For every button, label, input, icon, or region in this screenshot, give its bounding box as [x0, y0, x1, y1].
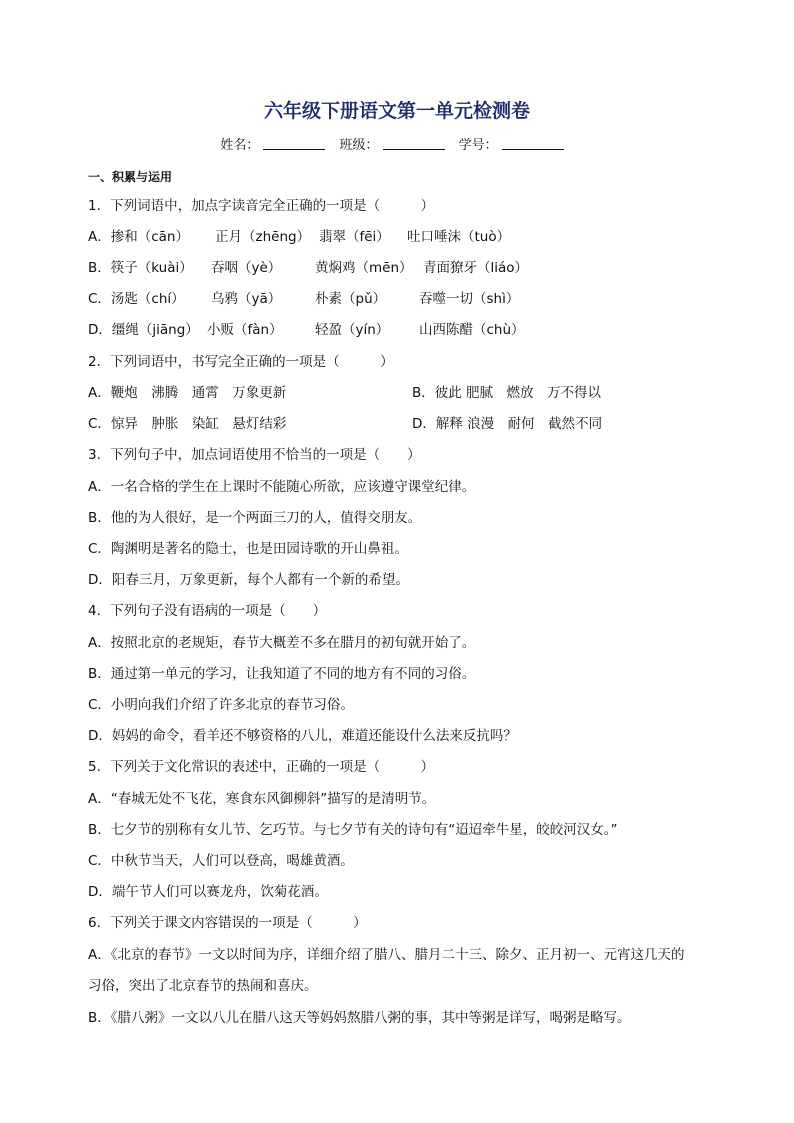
id-blank[interactable]: [502, 137, 564, 150]
q3-option-c: C．陶渊明是著名的隐士，也是田园诗歌的开山鼻祖。: [88, 541, 408, 557]
q1-b-2: 吞咽（yè）: [211, 260, 282, 276]
q5-stem: 5．下列关于文化常识的表述中，正确的一项是（ ）: [88, 759, 435, 775]
q5-option-d: D．端午节人们可以赛龙舟，饮菊花酒。: [88, 884, 328, 900]
q1-option-d: [88, 321, 525, 339]
q1-c-3: 朴素（pǔ）: [315, 291, 387, 307]
q1-c-4: 吞噬一切（shì）: [419, 291, 520, 307]
q6-option-b: B．《腊八粥》一文以八儿在腊八这天等妈妈熬腊八粥的事，其中等粥是详写，喝粥是略写。: [88, 1010, 631, 1026]
q4-option-d: D．妈妈的命令，看羊还不够资格的八儿，难道还能设什么法来反抗吗？: [88, 728, 517, 744]
class-blank[interactable]: [383, 137, 445, 150]
q1-c-2: 乌鸦（yā）: [211, 291, 282, 307]
q4-option-a: A．按照北京的老规矩，春节大概差不多在腊月的初旬就开始了。: [88, 635, 476, 651]
q4-stem: 4．下列句子没有语病的一项是（ ）: [88, 603, 327, 619]
q6-option-a-continued: 习俗，突出了北京春节的热闹和喜庆。: [88, 978, 318, 994]
q1-d-4: 山西陈醋（chù）: [419, 322, 525, 338]
q3-option-b: B．他的为人很好，是一个两面三刀的人，值得交朋友。: [88, 510, 422, 526]
q4-option-b: B．通过第一单元的学习，让我知道了不同的地方有不同的习俗。: [88, 666, 476, 682]
q1-a-3: 翡翠（fēi）: [319, 229, 390, 245]
name-blank[interactable]: [263, 137, 325, 150]
q2-option-d: D．解释 浪漫 耐何 截然不同: [412, 416, 603, 432]
q5-option-b: B．七夕节的别称有女儿节、乞巧节。与七夕节有关的诗句有“迢迢牵牛星，皎皎河汉女。”: [88, 822, 618, 838]
q1-d-3: 轻盈（yín）: [315, 322, 390, 338]
q1-b-1: B．筷子（kuài）: [88, 260, 193, 276]
q5-option-c: C．中秋节当天，人们可以登高，喝雄黄酒。: [88, 853, 354, 869]
q1-stem: 1．下列词语中，加点字读音完全正确的一项是（ ）: [88, 198, 435, 214]
q1-c-1: C．汤匙（chí）: [88, 291, 185, 307]
class-label: 班级：: [339, 138, 379, 153]
q1-d-1: D．缰绳（jiāng）: [88, 322, 199, 338]
id-label: 学号：: [458, 138, 498, 153]
q3-option-a: A．一名合格的学生在上课时不能随心所欲，应该遵守课堂纪律。: [88, 479, 476, 495]
q5-option-a: A．“春城无处不飞花，寒食东风御柳斜”描写的是清明节。: [88, 791, 436, 807]
q1-a-2: 正月（zhēng）: [215, 229, 311, 245]
q2-option-c: C．惊异 肿胀 染缸 悬灯结彩: [88, 416, 287, 432]
q1-option-a: [88, 228, 510, 246]
page-title: 六年级下册语文第一单元检测卷: [263, 100, 530, 122]
q6-stem: 6．下列关于课文内容错误的一项是（ ）: [88, 915, 367, 931]
q3-stem: 3．下列句子中，加点词语使用不恰当的一项是（ ）: [88, 447, 421, 463]
section-heading: 一、积累与运用: [88, 170, 173, 184]
student-info-row: [0, 134, 794, 153]
q1-d-2: 小贩（fàn）: [207, 322, 283, 338]
q1-b-4: 青面獠牙（liáo）: [423, 260, 529, 276]
name-label: 姓名：: [220, 138, 260, 153]
q4-option-c: C．小明向我们介绍了许多北京的春节习俗。: [88, 697, 354, 713]
q6-option-a: A．《北京的春节》一文以时间为序，详细介绍了腊八、腊月二十三、除夕、正月初一、元宵这几天的: [88, 947, 685, 963]
q1-b-3: 黄焖鸡（mēn）: [315, 260, 413, 276]
q2-option-b: B．彼此 肥腻 燃放 万不得以: [412, 385, 602, 401]
q1-a-4: 吐口唾沫（tuò）: [407, 229, 511, 245]
q1-option-c: [88, 290, 519, 308]
q2-option-a: A．鞭炮 沸腾 通霄 万象更新: [88, 385, 287, 401]
q1-a-1: A．掺和（cān）: [88, 229, 189, 245]
q1-option-b: [88, 259, 528, 277]
q2-stem: 2．下列词语中，书写完全正确的一项是（ ）: [88, 354, 394, 370]
q3-option-d: D．阳春三月，万象更新，每个人都有一个新的希望。: [88, 572, 409, 588]
